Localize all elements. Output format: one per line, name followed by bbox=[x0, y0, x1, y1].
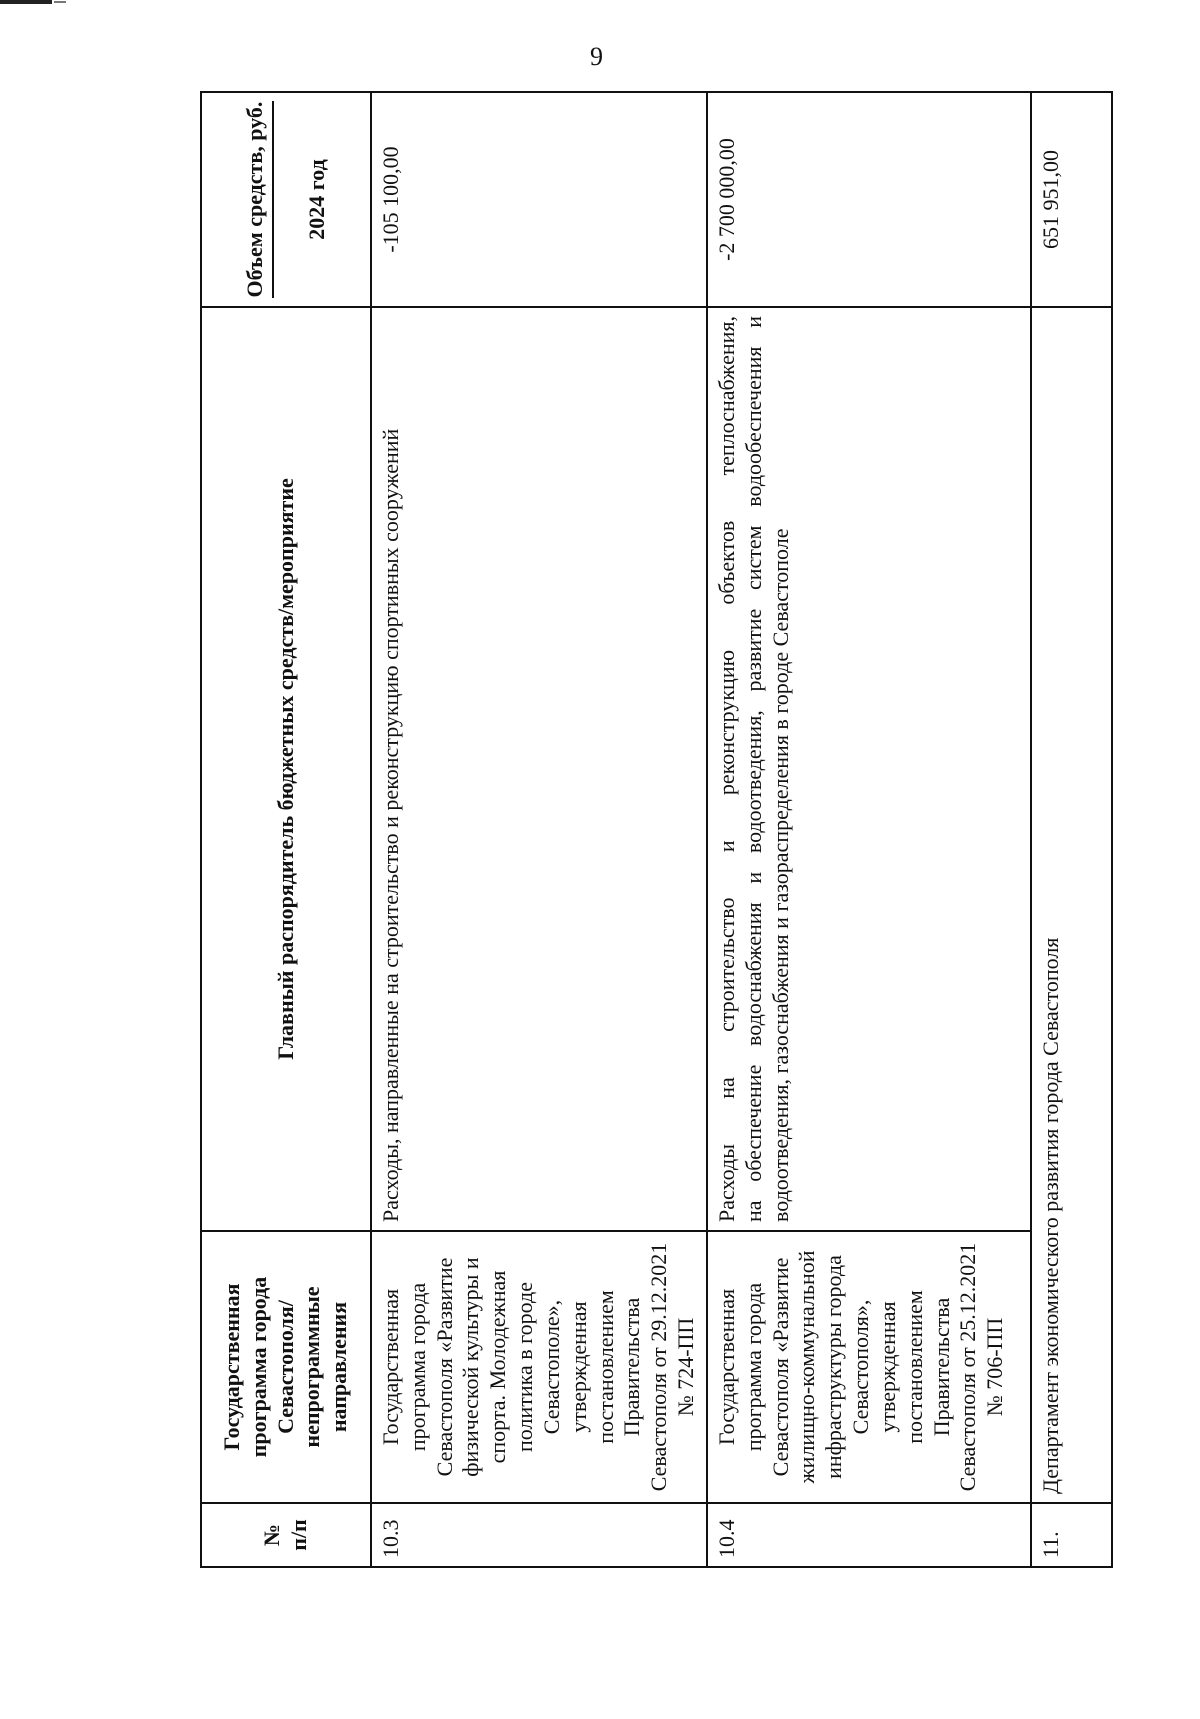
row-number: 10.3 bbox=[371, 1503, 707, 1567]
row-amount: -2 700 000,00 bbox=[707, 92, 1031, 307]
budget-table bbox=[200, 91, 1113, 1568]
scan-edge-mark bbox=[0, 0, 52, 4]
row-department: Департамент экономического развития города Севастополя bbox=[1031, 307, 1112, 1503]
header-volume-year: 2024 год bbox=[303, 159, 329, 240]
page-number: 9 bbox=[590, 42, 603, 71]
row-program: Государственная программа города Севастополя «Развитие физической культуры и спорта. Молодежная политика в городе Севастополе», утвержденная постановлением Правительства Севастополя от 29.12.2021 № 724-ПП bbox=[371, 1231, 707, 1503]
rotated-table-container bbox=[200, 93, 1099, 1568]
row-number: 11. bbox=[1031, 1503, 1112, 1567]
header-no: № п/п bbox=[201, 1503, 371, 1567]
row-number: 10.4 bbox=[707, 1503, 1031, 1567]
header-event: Главный распорядитель бюджетных средств/мероприятие bbox=[201, 307, 371, 1231]
row-event: Расходы, направленные на строительство и реконструкцию спортивных сооружений bbox=[371, 307, 707, 1231]
row-event-line1: Расходы на строительство и реконструкцию объектов теплоснабжения, bbox=[713, 316, 739, 1222]
table-row bbox=[707, 92, 1031, 1567]
header-program: Государственная программа города Севастополя/ непрограммные направления bbox=[201, 1231, 371, 1503]
row-amount: -105 100,00 bbox=[371, 92, 707, 307]
table-row bbox=[1031, 92, 1112, 1567]
row-amount: 651 951,00 bbox=[1031, 92, 1112, 307]
row-event bbox=[707, 307, 1031, 1231]
header-volume bbox=[201, 92, 371, 307]
table-row bbox=[371, 92, 707, 1567]
row-program: Государственная программа города Севастополя «Развитие жилищно-коммунальной инфраструктуры города Севастополя», утвержденная постановлением Правительства Севастополя от 25.12.2021 № 706-ПП bbox=[707, 1231, 1031, 1503]
row-event-rest: на обеспечение водоснабжения и водоотведения, развитие систем водообеспечения и водоотведения, газоснабжения и газораспределения в городе Севастополе bbox=[740, 316, 793, 1222]
scan-edge-mark bbox=[54, 1, 66, 3]
table-header-row bbox=[201, 92, 371, 1567]
header-volume-title: Объем средств, руб. bbox=[241, 101, 273, 298]
